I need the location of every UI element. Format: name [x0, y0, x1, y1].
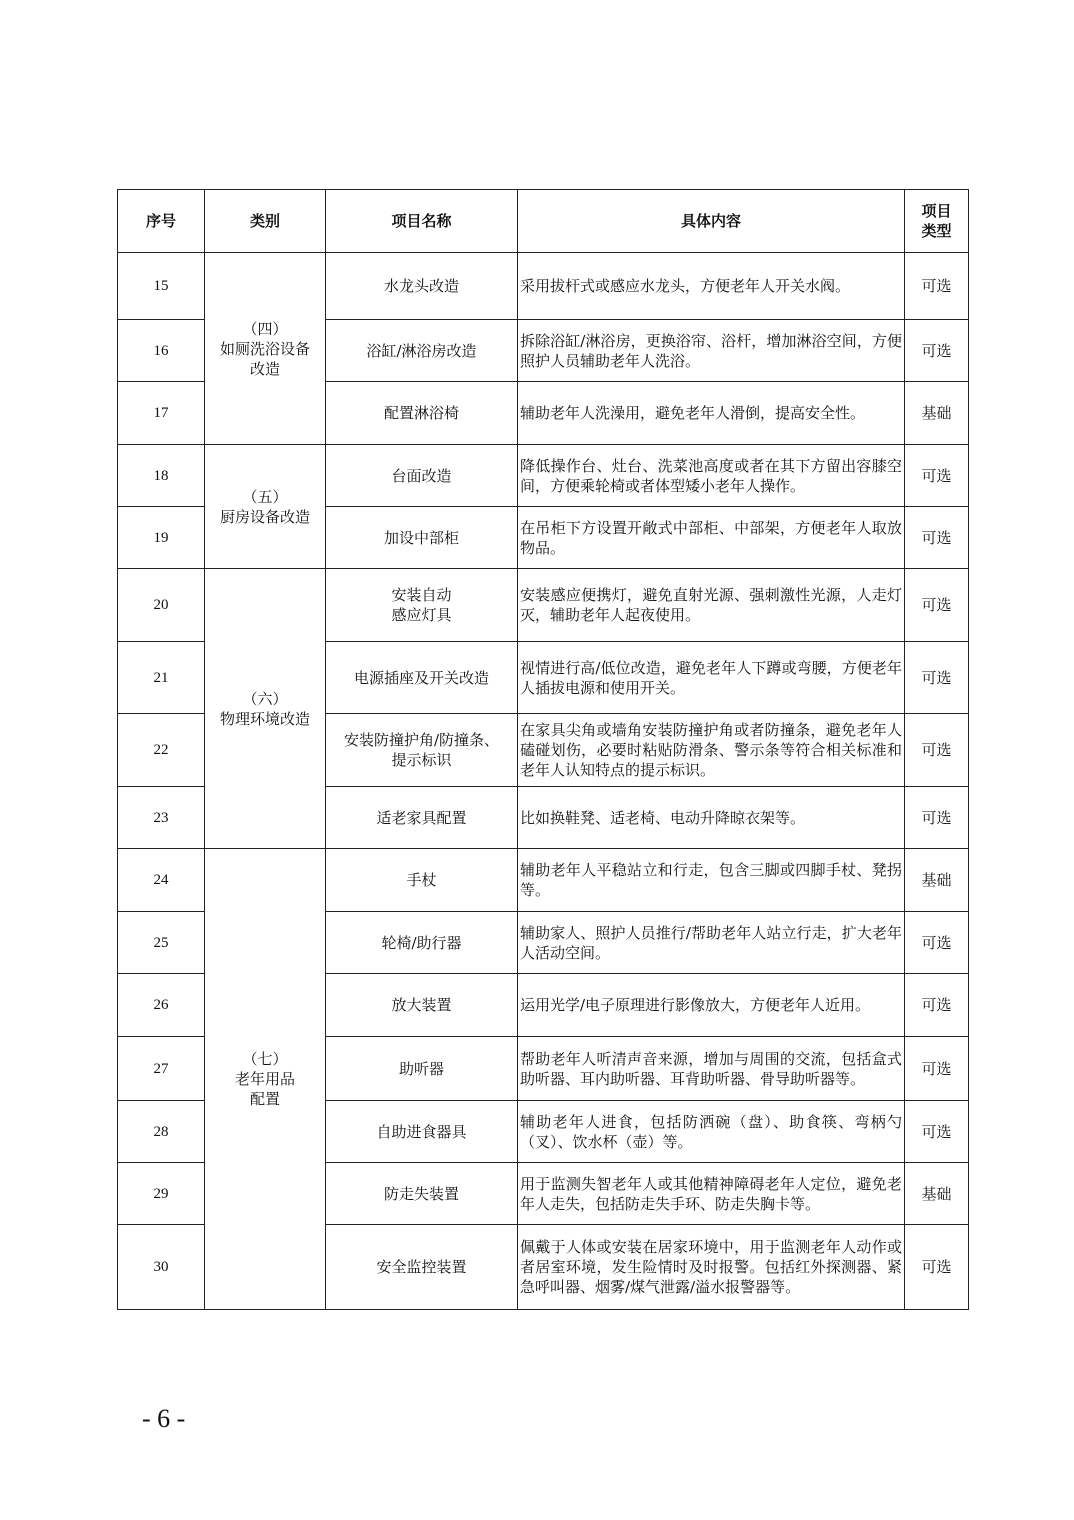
item-content: 帮助老年人听清声音来源，增加与周围的交流，包括盒式助听器、耳内助听器、耳背助听器、骨导助听器等。: [518, 1037, 905, 1101]
item-type: 可选: [905, 714, 969, 787]
item-type: 可选: [905, 569, 969, 642]
category-line: 物理环境改造: [219, 709, 310, 728]
item-content: 辅助家人、照护人员推行/帮助老年人站立行走，扩大老年人活动空间。: [518, 912, 905, 974]
category-line: 配置: [249, 1090, 280, 1108]
item-name: 轮椅/助行器: [326, 912, 518, 974]
row-number: 18: [118, 445, 205, 507]
item-content: 运用光学/电子原理进行影像放大，方便老年人近用。: [518, 974, 905, 1037]
item-name: 自助进食器具: [326, 1101, 518, 1163]
item-content: 安装感应便携灯，避免直射光源、强刺激性光源，人走灯灭，辅助老年人起夜使用。: [518, 569, 905, 642]
item-name: 防走失装置: [326, 1163, 518, 1225]
item-content: 采用拔杆式或感应水龙头，方便老年人开关水阀。: [518, 253, 905, 320]
item-name: 台面改造: [326, 445, 518, 507]
item-name: 放大装置: [326, 974, 518, 1037]
item-content: 辅助老年人平稳站立和行走，包含三脚或四脚手杖、凳拐等。: [518, 849, 905, 912]
item-type: 可选: [905, 253, 969, 320]
item-content: 在吊柜下方设置开敞式中部柜、中部架，方便老年人取放物品。: [518, 507, 905, 569]
item-content: 比如换鞋凳、适老椅、电动升降晾衣架等。: [518, 787, 905, 849]
item-content: 视情进行高/低位改造，避免老年人下蹲或弯腰，方便老年人插拔电源和使用开关。: [518, 642, 905, 714]
row-number: 15: [118, 253, 205, 320]
item-name: 助听器: [326, 1037, 518, 1101]
item-content: 佩戴于人体或安装在居家环境中，用于监测老年人动作或者居室环境，发生险情时及时报警。包括红外探测器、紧急呼叫器、烟雾/煤气泄露/溢水报警器等。: [518, 1225, 905, 1310]
table-row: [118, 253, 969, 320]
item-type: 可选: [905, 507, 969, 569]
item-type: 基础: [905, 1163, 969, 1225]
category-cell: [205, 253, 326, 445]
item-type: 基础: [905, 382, 969, 445]
item-name: 加设中部柜: [326, 507, 518, 569]
category-line: 老年用品: [234, 1070, 295, 1088]
item-name: 适老家具配置: [326, 787, 518, 849]
header-category: 类别: [205, 190, 326, 253]
header-content: 具体内容: [518, 190, 905, 253]
category-line: （六）: [242, 689, 288, 708]
header-row: [118, 190, 969, 253]
item-name: 手杖: [326, 849, 518, 912]
item-type: 可选: [905, 787, 969, 849]
item-name: 水龙头改造: [326, 253, 518, 320]
header-type: [905, 190, 969, 253]
item-name: 电源插座及开关改造: [326, 642, 518, 714]
row-number: 25: [118, 912, 205, 974]
category-line: 改造: [249, 359, 280, 378]
item-type: 可选: [905, 320, 969, 382]
row-number: 23: [118, 787, 205, 849]
item-type: 基础: [905, 849, 969, 912]
page-number: - 6 -: [142, 1404, 186, 1433]
item-content: 辅助老年人洗澡用，避免老年人滑倒，提高安全性。: [518, 382, 905, 445]
category-line: （七）: [242, 1050, 288, 1068]
item-type: 可选: [905, 445, 969, 507]
category-cell: [205, 569, 326, 849]
table-row: [118, 849, 969, 912]
header-type-line1: 项目: [921, 202, 952, 220]
category-line: （五）: [242, 487, 288, 506]
items-table: [117, 189, 969, 1310]
row-number: 27: [118, 1037, 205, 1101]
item-name-line: 感应灯具: [391, 606, 452, 624]
table-row: [118, 445, 969, 507]
category-cell: [205, 445, 326, 569]
item-content: 拆除浴缸/淋浴房，更换浴帘、浴杆，增加淋浴空间，方便照护人员辅助老年人洗浴。: [518, 320, 905, 382]
header-item-name: 项目名称: [326, 190, 518, 253]
header-number: 序号: [118, 190, 205, 253]
row-number: 30: [118, 1225, 205, 1310]
item-content: 在家具尖角或墙角安装防撞护角或者防撞条，避免老年人磕碰划伤，必要时粘贴防滑条、警示条等符合相关标准和老年人认知特点的提示标识。: [518, 714, 905, 787]
item-type: 可选: [905, 1101, 969, 1163]
item-name-line: 安装防撞护角/防撞条、: [343, 731, 500, 749]
item-name: 安全监控装置: [326, 1225, 518, 1310]
row-number: 24: [118, 849, 205, 912]
row-number: 28: [118, 1101, 205, 1163]
item-type: 可选: [905, 642, 969, 714]
row-number: 22: [118, 714, 205, 787]
category-line: （四）: [242, 319, 288, 338]
item-name: [326, 714, 518, 787]
category-line: 如厕洗浴设备: [219, 339, 310, 358]
item-name: 浴缸/淋浴房改造: [326, 320, 518, 382]
item-type: 可选: [905, 1225, 969, 1310]
row-number: 16: [118, 320, 205, 382]
category-cell: [205, 849, 326, 1310]
table-row: [118, 569, 969, 642]
row-number: 21: [118, 642, 205, 714]
item-type: 可选: [905, 1037, 969, 1101]
item-name-line: 安装自动: [391, 586, 452, 604]
item-name: [326, 569, 518, 642]
item-name: 配置淋浴椅: [326, 382, 518, 445]
category-line: 厨房设备改造: [219, 507, 310, 526]
row-number: 19: [118, 507, 205, 569]
item-type: 可选: [905, 974, 969, 1037]
item-type: 可选: [905, 912, 969, 974]
header-type-line2: 类型: [921, 222, 952, 240]
item-content: 辅助老年人进食，包括防洒碗（盘）、助食筷、弯柄勺（叉）、饮水杯（壶）等。: [518, 1101, 905, 1163]
row-number: 29: [118, 1163, 205, 1225]
item-name-line: 提示标识: [391, 751, 452, 769]
row-number: 20: [118, 569, 205, 642]
item-content: 降低操作台、灶台、洗菜池高度或者在其下方留出容膝空间，方便乘轮椅或者体型矮小老年人操作。: [518, 445, 905, 507]
item-content: 用于监测失智老年人或其他精神障碍老年人定位，避免老年人走失，包括防走失手环、防走失胸卡等。: [518, 1163, 905, 1225]
row-number: 17: [118, 382, 205, 445]
row-number: 26: [118, 974, 205, 1037]
